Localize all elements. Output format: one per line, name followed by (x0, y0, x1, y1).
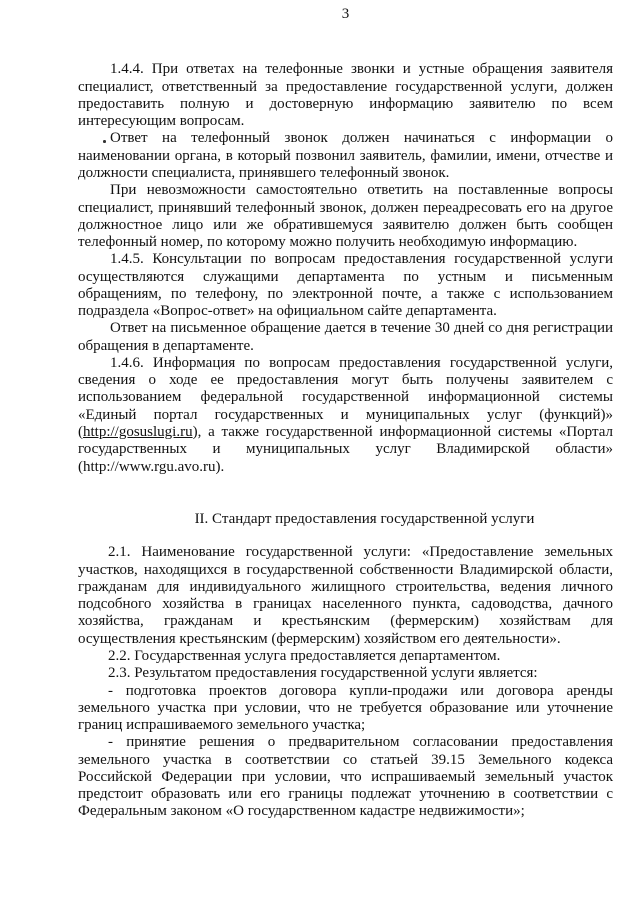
text-line: государственных и муниципальных услуг Владимирской области» (78, 441, 613, 458)
text-line: Федеральным законом «О государственном кадастре недвижимости»; (78, 803, 525, 820)
text-line: обращения в департаменте. (78, 337, 254, 354)
text-line: 2.2. Государственная услуга предоставляется департаментом. (108, 647, 501, 664)
text-line: предоставить полную и достоверную информацию заявителю по всем (78, 95, 613, 112)
text-line: подсобного хозяйства в границах населенного пункта, садоводства, дачного (78, 596, 613, 613)
paragraph-2-3 (78, 665, 613, 682)
text-line: предстоит образовать или его границы подлежат уточнению в соответствии с (78, 786, 613, 803)
text-line: использованием федеральной государственной информационной системы (78, 389, 613, 406)
text-line: 1.4.5. Консультации по вопросам предоставления государственной услуги (110, 251, 613, 268)
paragraph-1-4-6 (78, 355, 613, 476)
paragraph-written-reply (78, 320, 613, 355)
text-line: При невозможности самостоятельно ответить на поставленные вопросы (110, 182, 613, 199)
text-line: подраздела «Вопрос-ответ» на официальном сайте департамента. (78, 303, 497, 320)
link-open-paren: ( (78, 423, 83, 440)
text-line: 2.1. Наименование государственной услуги: «Предоставление земельных (108, 544, 613, 561)
paragraph-redirect (78, 182, 613, 251)
paragraph-2-2 (78, 648, 613, 665)
text-line-with-link (78, 424, 613, 441)
text-line: интересующим вопросам. (78, 113, 245, 130)
gosuslugi-link[interactable]: http://gosuslugi.ru (83, 423, 193, 440)
text-line: (http://www.rgu.avo.ru). (78, 458, 225, 475)
text-line: специалист, ответственный за предоставление государственной услуги, должен (78, 78, 613, 95)
link-line-rest: ), а также государственной информационной системы «Портал (192, 423, 613, 440)
page-number: 3 (341, 6, 350, 22)
text-line: должности специалиста, принявшего телефонный звонок. (78, 164, 450, 181)
text-line: 2.3. Результатом предоставления государственной услуги является: (108, 665, 538, 682)
text-line: телефонный номер, по которому можно получить необходимую информацию. (78, 234, 578, 251)
text-line: гражданам для индивидуального жилищного строительства, ведения личного (78, 578, 613, 595)
text-line: хозяйства, гражданам и крестьянским (фермерским) хозяйствам для (78, 613, 613, 630)
text-line: должностное лицо или же обратившемуся заявителю должен быть сообщен (78, 216, 613, 233)
text-line: наименовании органа, в который позвонил заявитель, фамилии, имени, отчестве и (78, 147, 613, 164)
text-line: обращениям, по телефону, по электронной почте, а также с использованием (78, 285, 613, 302)
text-line: границ испрашиваемого земельного участка; (78, 717, 366, 734)
text-line: сведения о ходе ее предоставления могут быть получены заявителем с (78, 372, 613, 389)
text-line: специалист, принявший телефонный звонок, должен переадресовать его на другое (78, 199, 613, 216)
paragraph-1-4-5 (78, 251, 613, 320)
section-2-text (78, 544, 613, 820)
text-line: Ответ на письменное обращение дается в течение 30 дней со дня регистрации (110, 320, 613, 337)
text-line: земельного участка в соответствии со статьей 39.15 Земельного кодекса (78, 751, 613, 768)
text-line: осуществления крестьянским (фермерским) хозяйством его деятельности». (78, 630, 561, 647)
section-1-4-text (78, 61, 613, 475)
text-line: Ответ на телефонный звонок должен начинаться с информации о (110, 130, 613, 147)
paragraph-phone-answer (78, 130, 613, 182)
text-line: участков, находящихся в государственной собственности Владимирской области, (78, 561, 613, 578)
text-line: 1.4.4. При ответах на телефонные звонки и устные обращения заявителя (110, 61, 613, 78)
text-line: «Единый портал государственных и муниципальных услуг (функций)» (78, 406, 613, 423)
text-line: Российской Федерации при условии, что испрашиваемый земельный участок (78, 768, 613, 785)
section-heading: II. Стандарт предоставления государственной услуги (194, 511, 535, 528)
text-line: земельного участка при условии, что не требуется образование или уточнение (78, 699, 613, 716)
paragraph-2-1 (78, 544, 613, 648)
text-line: 1.4.6. Информация по вопросам предоставления государственной услуги, (110, 354, 613, 371)
text-line: - принятие решения о предварительном согласовании предоставления (108, 734, 613, 751)
list-item-preliminary-approval (78, 734, 613, 820)
text-line: - подготовка проектов договора купли-продажи или договора аренды (108, 682, 613, 699)
list-item-sale-lease-contract (78, 683, 613, 735)
text-line: осуществляются служащими департамента по устным и письменным (78, 268, 613, 285)
paragraph-1-4-4 (78, 61, 613, 130)
